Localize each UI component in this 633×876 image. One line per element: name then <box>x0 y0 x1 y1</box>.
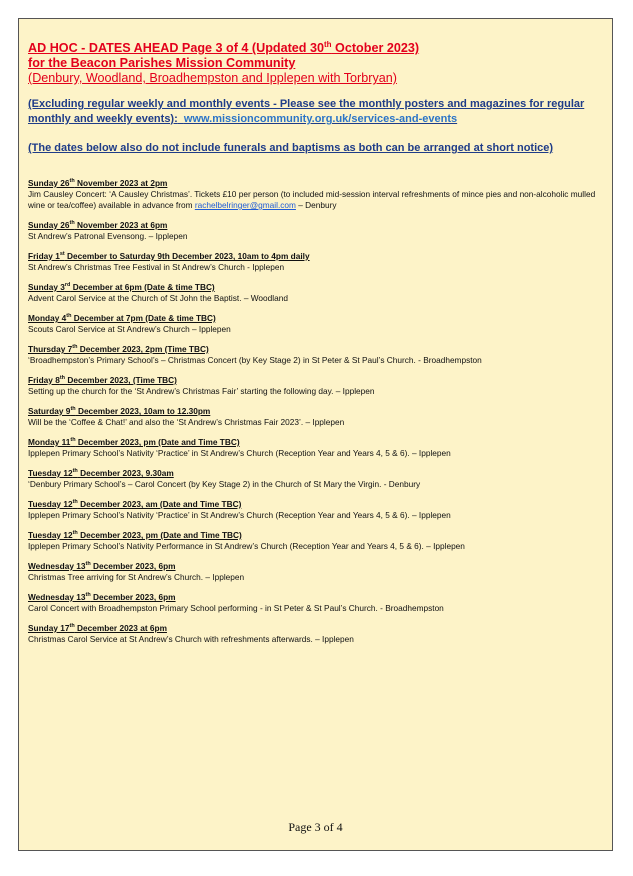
event-date: Thursday 7th December 2023, 2pm (Time TBC) <box>28 344 209 354</box>
document-subtitle: for the Beacon Parishes Mission Community <box>28 56 296 70</box>
event-item <box>28 375 604 397</box>
event-item <box>28 592 604 614</box>
event-item <box>28 468 604 490</box>
event-date: Sunday 17th December 2023 at 6pm <box>28 623 167 633</box>
page-number: Page 3 of 4 <box>288 820 343 834</box>
services-link[interactable]: www.missioncommunity.org.uk/services-and-events <box>183 113 458 125</box>
event-date: Wednesday 13th December 2023, 6pm <box>28 592 176 602</box>
events-list <box>28 178 604 645</box>
event-description: Setting up the church for the ‘St Andrew’s Christmas Fair’ starting the following day. – Ipplepen <box>28 386 375 396</box>
document-title: AD HOC - DATES AHEAD Page 3 of 4 (Updated 30th October 2023) <box>28 39 420 55</box>
event-description: Christmas Tree arriving for St Andrew’s Church. – Ipplepen <box>28 572 245 582</box>
event-item <box>28 623 604 645</box>
event-item <box>28 344 604 366</box>
document-content <box>28 41 604 654</box>
event-description: Jim Causley Concert: ‘A Causley Christmas’. Tickets £10 per person (to included mid-session interval refreshments of mince pies and non-alcoholic mulled wine or tea/coffee) available in advance from rachelbelringer@gmail.com – Denbury <box>28 189 596 210</box>
event-item <box>28 178 604 211</box>
event-description: St Andrew’s Christmas Tree Festival in St Andrew’s Church - Ipplepen <box>28 262 285 272</box>
event-date: Sunday 3rd December at 6pm (Date & time TBC) <box>28 282 215 292</box>
event-date: Friday 1st December to Saturday 9th December 2023, 10am to 4pm daily <box>28 251 310 261</box>
event-date: Tuesday 12th December 2023, 9.30am <box>28 468 174 478</box>
event-date: Saturday 9th December 2023, 10am to 12.30pm <box>28 406 211 416</box>
event-date: Wednesday 13th December 2023, 6pm <box>28 561 176 571</box>
event-item <box>28 313 604 335</box>
event-item <box>28 530 604 552</box>
event-item <box>28 561 604 583</box>
event-description: Scouts Carol Service at St Andrew’s Church – Ipplepen <box>28 324 231 334</box>
event-item <box>28 437 604 459</box>
event-description: Ipplepen Primary School’s Nativity Performance in St Andrew’s Church (Reception Year and Years 4, 5 & 6). – Ipplepen <box>28 541 465 551</box>
event-date: Monday 11th December 2023, pm (Date and Time TBC) <box>28 437 240 447</box>
event-description: Ipplepen Primary School’s Nativity ‘Practice’ in St Andrew’s Church (Reception Year and Years 4, 5 & 6). – Ipplepen <box>28 510 451 520</box>
regular-events-note: (Excluding regular weekly and monthly events - Please see the monthly posters and magazines for regular monthly and weekly events): www.missioncommunity.org.uk/services-and-events <box>28 98 585 125</box>
event-item <box>28 406 604 428</box>
event-item <box>28 499 604 521</box>
event-description: Christmas Carol Service at St Andrew’s Church with refreshments afterwards. – Ipplepen <box>28 634 354 644</box>
event-description: Carol Concert with Broadhempston Primary School performing - in St Peter & St Paul’s Church. - Broadhempston <box>28 603 444 613</box>
event-date: Friday 8th December 2023, (Time TBC) <box>28 375 177 385</box>
event-item <box>28 220 604 242</box>
event-description: ‘Broadhempston’s Primary School’s – Christmas Concert (by Key Stage 2) in St Peter & St Paul’s Church. - Broadhempston <box>28 355 482 365</box>
event-description: St Andrew’s Patronal Evensong. – Ipplepen <box>28 231 188 241</box>
event-date: Monday 4th December at 7pm (Date & time TBC) <box>28 313 216 323</box>
funerals-baptisms-note: (The dates below also do not include funerals and baptisms as both can be arranged at short notice) <box>28 142 554 154</box>
parish-list: (Denbury, Woodland, Broadhempston and Ipplepen with Torbryan) <box>28 71 397 85</box>
page-border <box>18 18 613 851</box>
event-item <box>28 251 604 273</box>
event-description: Will be the ‘Coffee & Chat!’ and also the ‘St Andrew’s Christmas Fair 2023’. – Ipplepen <box>28 417 345 427</box>
event-date: Tuesday 12th December 2023, pm (Date and Time TBC) <box>28 530 242 540</box>
email-link[interactable]: rachelbelringer@gmail.com <box>194 200 296 210</box>
event-description: Advent Carol Service at the Church of St John the Baptist. – Woodland <box>28 293 288 303</box>
event-description: ‘Denbury Primary School’s – Carol Concert (by Key Stage 2) in the Church of St Mary the Virgin. - Denbury <box>28 479 421 489</box>
event-description: Ipplepen Primary School’s Nativity ‘Practice’ in St Andrew’s Church (Reception Year and Years 4, 5 & 6). – Ipplepen <box>28 448 451 458</box>
event-date: Sunday 26th November 2023 at 2pm <box>28 178 168 188</box>
event-date: Sunday 26th November 2023 at 6pm <box>28 220 168 230</box>
event-item <box>28 282 604 304</box>
event-date: Tuesday 12th December 2023, am (Date and Time TBC) <box>28 499 242 509</box>
